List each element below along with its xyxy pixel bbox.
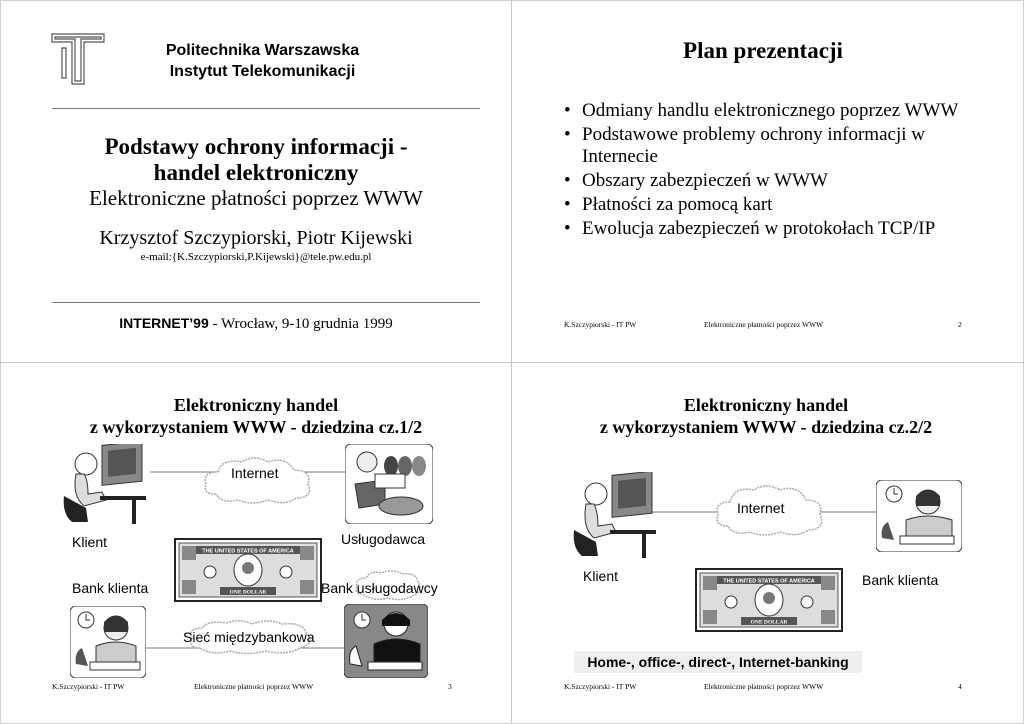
client-computer-icon (568, 472, 660, 560)
footer-title: Elektroniczne płatności poprzez WWW (704, 320, 824, 329)
bill-denomination-text: ONE DOLLAR (229, 589, 267, 596)
bullet-item: • Podstawowe problemy ochrony informacji w Internecie (564, 124, 1004, 168)
email: e-mail:{K.Szczypiorski,P.Kijewski}@tele.pw.edu.pl (140, 251, 372, 263)
slide-title-line-2: z wykorzystaniem WWW - dziedzina cz.1/2 (89, 417, 423, 437)
merchant-icon (345, 444, 433, 524)
client-label: Klient (583, 568, 619, 584)
bullet-item: • Ewolucja zabezpieczeń w protokołach TCP/IP (564, 218, 1004, 240)
title-line-2: handel elektroniczny (153, 160, 359, 185)
conference-date: - Wrocław, 9-10 grudnia 1999 (208, 316, 393, 332)
slide-1 (0, 0, 512, 362)
bill-header-text: THE UNITED STATES OF AMERICA (723, 578, 815, 585)
slide-title-line-1: Elektroniczny handel (683, 395, 849, 415)
bullet-item: • Odmiany handlu elektronicznego poprzez WWW (564, 100, 1004, 122)
bullet-item: • Obszary zabezpieczeń w WWW (564, 170, 1004, 192)
merchant-label: Usługodawca (341, 531, 426, 547)
page-number: 2 (958, 320, 962, 329)
footer-title: Elektroniczne płatności poprzez WWW (704, 682, 824, 691)
slide-title-line-1: Elektroniczny handel (173, 395, 339, 415)
merchant-bank-icon (344, 604, 428, 678)
page-number: 3 (448, 682, 452, 691)
slide-3 (0, 362, 512, 724)
client-bank-label: Bank klienta (72, 580, 149, 596)
institute-name: Instytut Telekomunikacji (169, 63, 356, 80)
bottom-rule (52, 302, 480, 303)
interbank-label: Sieć międzybankowa (183, 629, 315, 645)
page-number: 4 (958, 682, 962, 691)
dollar-bill-icon (695, 568, 843, 632)
footer-title: Elektroniczne płatności poprzez WWW (194, 682, 314, 691)
conference-name: INTERNET’99 (119, 315, 209, 331)
dollar-bill-icon (174, 538, 322, 602)
authors: Krzysztof Szczypiorski, Piotr Kijewski (99, 227, 413, 249)
client-bank-label: Bank klienta (862, 572, 939, 588)
internet-label: Internet (737, 500, 785, 516)
banking-caption: Home-, office-, direct-, Internet-banking (574, 651, 862, 673)
subtitle: Elektroniczne płatności poprzez WWW (89, 186, 423, 210)
footer-author: K.Szczypiorski - IT PW (564, 682, 637, 691)
client-label: Klient (72, 534, 108, 550)
institution-name: Politechnika Warszawska (165, 42, 360, 59)
title-line-1: Podstawy ochrony informacji - (104, 134, 408, 159)
it-logo-icon (48, 28, 108, 88)
top-rule (52, 108, 480, 109)
slide-title-line-2: z wykorzystaniem WWW - dziedzina cz.2/2 (599, 417, 933, 437)
slide-2 (512, 0, 1024, 362)
client-bank-icon (70, 606, 146, 678)
internet-label: Internet (231, 465, 279, 481)
footer-author: K.Szczypiorski - IT PW (564, 320, 637, 329)
bullet-list (564, 100, 1004, 242)
bill-header-text: THE UNITED STATES OF AMERICA (202, 548, 294, 555)
bill-denomination-text: ONE DOLLAR (750, 619, 788, 626)
slide-4 (512, 362, 1024, 724)
client-computer-icon (58, 444, 150, 526)
merchant-bank-label: Bank usługodawcy (321, 580, 438, 596)
client-bank-icon (876, 480, 962, 552)
slide-title: Plan prezentacji (683, 38, 843, 63)
footer-author: K.Szczypiorski - IT PW (52, 682, 125, 691)
bullet-item: • Płatności za pomocą kart (564, 194, 1004, 216)
